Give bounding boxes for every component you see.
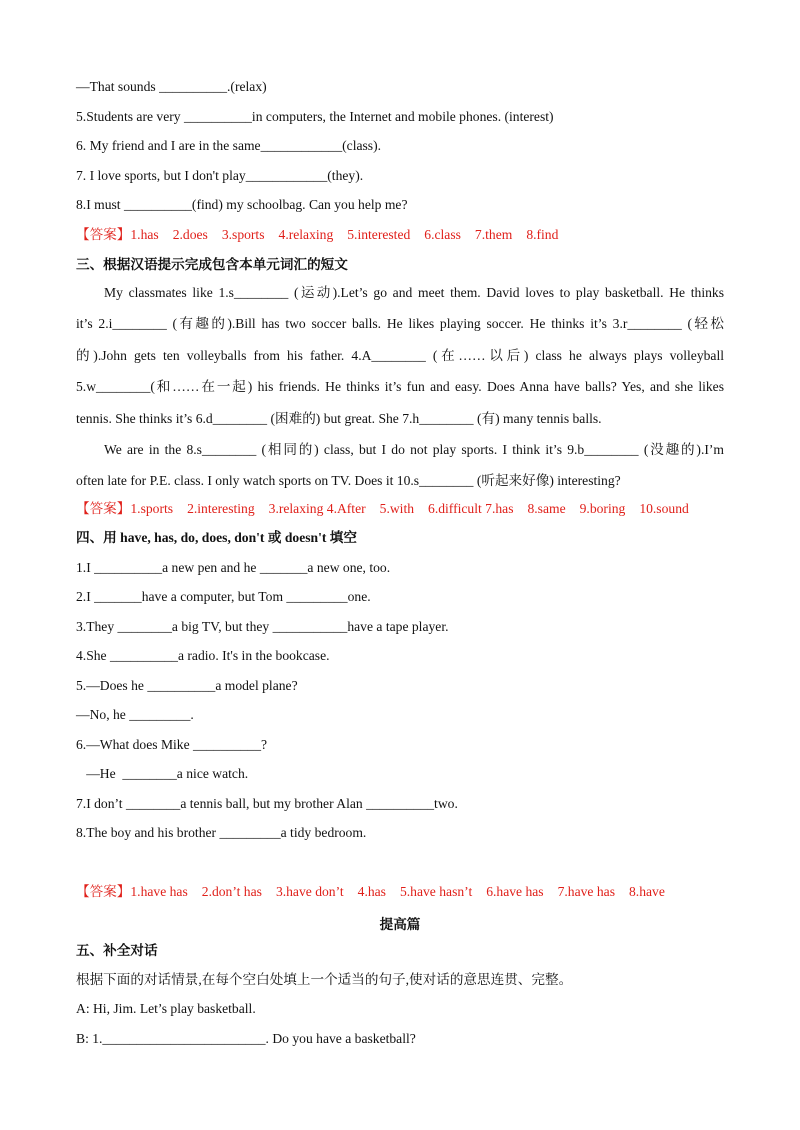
exercise-line: —No, he _________. bbox=[76, 707, 194, 722]
answer-item: 6.have has bbox=[486, 884, 544, 899]
answer-item: 3.sports bbox=[221, 227, 265, 242]
answer-item: 1.has bbox=[130, 227, 159, 242]
answer-label: 【答案】 bbox=[76, 227, 131, 242]
answer-item: 2.don’t has bbox=[201, 884, 262, 899]
exercise-line: 6.—What does Mike __________? bbox=[76, 737, 268, 752]
exercise-line: —He ________a nice watch. bbox=[76, 766, 249, 781]
answer-item: 5.interested bbox=[347, 227, 411, 242]
answer-item: 3.have don’t bbox=[275, 884, 344, 899]
answer-line bbox=[76, 500, 703, 518]
answer-item: 4.has bbox=[357, 884, 386, 899]
answer-item: 9.boring bbox=[579, 501, 626, 516]
passage-line: it’s 2.i________ (有趣的).Bill has two soccer balls. He likes playing soccer. He thinks it’s 3.r________ (轻松 bbox=[76, 316, 724, 332]
answer-item: 10.sound bbox=[639, 501, 689, 516]
instruction-text: 根据下面的对话情景,在每个空白处填上一个适当的句子,使对话的意思连贯、完整。 bbox=[76, 972, 573, 987]
answer-item: 6.difficult 7.has bbox=[428, 501, 514, 516]
answer-item: 1.have has bbox=[130, 884, 188, 899]
passage-line: 的).John gets ten volleyballs from his father. 4.A________ (在……以后) class he always plays volleyball bbox=[76, 347, 724, 363]
part-title: 提高篇 bbox=[379, 917, 421, 932]
answer-item: 2.does bbox=[172, 227, 208, 242]
answer-item: 3.relaxing 4.After bbox=[268, 501, 366, 516]
answer-item: 8.find bbox=[526, 227, 559, 242]
answer-label: 【答案】 bbox=[76, 884, 131, 899]
answer-item: 5.with bbox=[379, 501, 415, 516]
exercise-line: 1.I __________a new pen and he _______a new one, too. bbox=[76, 560, 391, 575]
answer-item: 2.interesting bbox=[187, 501, 255, 516]
exercise-line: 5.Students are very __________in computers, the Internet and mobile phones. (interest) bbox=[76, 109, 554, 124]
answer-item: 5.have hasn’t bbox=[399, 884, 473, 899]
exercise-line: 7. I love sports, but I don't play____________(they). bbox=[76, 168, 364, 183]
exercise-line: 7.I don’t ________a tennis ball, but my brother Alan __________two. bbox=[76, 796, 458, 811]
exercise-line: 6. My friend and I are in the same____________(class). bbox=[76, 138, 382, 153]
exercise-line: —That sounds __________.(relax) bbox=[76, 79, 267, 94]
exercise-line: 3.They ________a big TV, but they ___________have a tape player. bbox=[76, 619, 449, 634]
passage-paragraph bbox=[76, 277, 724, 497]
answer-line bbox=[76, 883, 679, 901]
answer-item: 8.same bbox=[527, 501, 566, 516]
dialog-line: B: 1.________________________. Do you have a basketball? bbox=[76, 1031, 416, 1046]
answer-item: 1.sports bbox=[130, 501, 174, 516]
passage-line: tennis. She thinks it’s 6.d________ (困难的) but great. She 7.h________ (有) many tennis balls. bbox=[76, 410, 602, 426]
passage-line: often late for P.E. class. I only watch sports on TV. Does it 10.s________ (听起来好像) interesting? bbox=[76, 473, 621, 489]
answer-line bbox=[76, 226, 572, 244]
section-heading: 三、根据汉语提示完成包含本单元词汇的短文 bbox=[76, 257, 348, 272]
exercise-line: 8.The boy and his brother _________a tidy bedroom. bbox=[76, 825, 367, 840]
dialog-line: A: Hi, Jim. Let’s play basketball. bbox=[76, 1001, 256, 1016]
answer-item: 7.have has bbox=[557, 884, 615, 899]
exercise-line: 8.I must __________(find) my schoolbag. Can you help me? bbox=[76, 197, 408, 212]
exercise-line: 2.I _______have a computer, but Tom _________one. bbox=[76, 589, 371, 604]
section-heading: 五、补全对话 bbox=[76, 943, 158, 958]
exercise-line: 4.She __________a radio. It's in the bookcase. bbox=[76, 648, 330, 663]
answer-item: 7.them bbox=[474, 227, 513, 242]
answer-item: 6.class bbox=[424, 227, 461, 242]
section-heading: 四、用 have, has, do, does, don't 或 doesn't 填空 bbox=[76, 530, 357, 545]
passage-line: 5.w________(和……在一起) his friends. He thinks it’s fun and easy. Does Anna have balls? Yes, and she likes bbox=[76, 379, 724, 395]
exercise-line: 5.—Does he __________a model plane? bbox=[76, 678, 298, 693]
answer-item: 8.have bbox=[629, 884, 665, 899]
passage-line: We are in the 8.s________ (相同的) class, but I do not play sports. I think it’s 9.b________ (没趣的).I’m bbox=[104, 442, 724, 458]
answer-label: 【答案】 bbox=[76, 501, 131, 516]
answer-item: 4.relaxing bbox=[278, 227, 334, 242]
passage-line: My classmates like 1.s________ (运动).Let’s go and meet them. David loves to play basketball. He thinks bbox=[104, 285, 724, 300]
